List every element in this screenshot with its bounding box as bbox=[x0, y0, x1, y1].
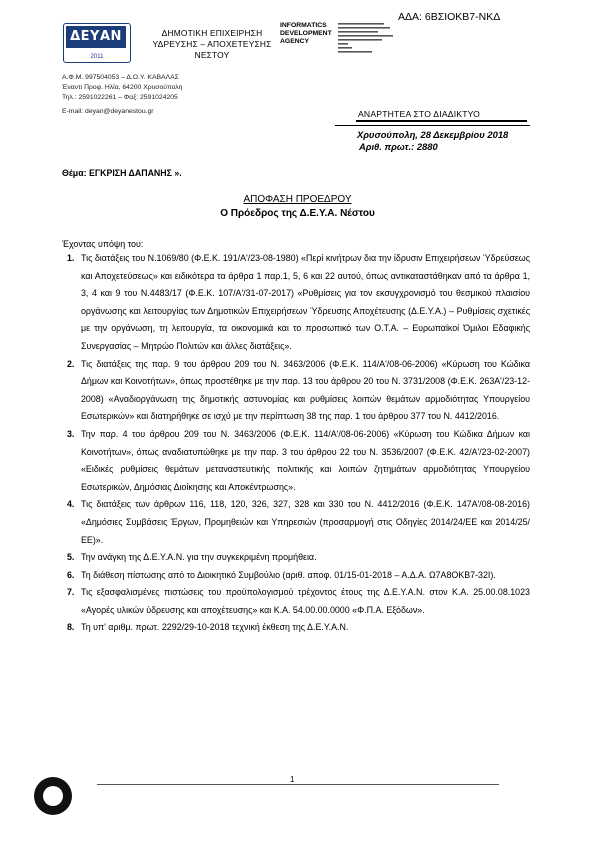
item-number: 8. bbox=[67, 622, 75, 633]
item-text: Τη υπ' αριθμ. πρωτ. 2292/29-10-2018 τεχνική έκθεση της Δ.Ε.Υ.Α.Ν. bbox=[81, 622, 349, 633]
agency-line-2: DEVELOPMENT bbox=[280, 30, 332, 37]
item-text: Την ανάγκη της Δ.Ε.Υ.Α.Ν. για την συγκεκριμένη προμήθεια. bbox=[81, 552, 317, 563]
list-item bbox=[62, 584, 530, 619]
item-number: 5. bbox=[67, 552, 75, 563]
logo-wordmark: ΔΕΥΑΝ bbox=[66, 26, 126, 48]
logo-year: 2011 bbox=[90, 54, 104, 60]
item-text: Τις διατάξεις της παρ. 9 του άρθρου 209 του Ν. 3463/2006 (Φ.Ε.Κ. 114/Α'/08-06-2006) «Κύρωση του Κώδικα Δήμων και Κοινοτήτων», όπως προστέθηκε με την παρ. 13 του άρθρου 20 του Ν. 3731/2008 (Φ.Ε.Κ. 263Α'/23-12-2008) «Αναδιοργάνωση της δημοτικής αστυνομίας και ρυθμίσεις λοιπών θεμάτων αρμοδιότητας Υπουργείου Εσωτερικών» και διατηρήθηκε σε ισχύ με την περίπτωση 38 της παρ. 1 του άρθρου 377 του Ν. 4412/2016. bbox=[81, 358, 530, 422]
agency-name bbox=[280, 22, 332, 46]
list-item bbox=[62, 619, 530, 637]
item-number: 7. bbox=[67, 587, 75, 598]
list-item bbox=[62, 549, 530, 567]
item-number: 4. bbox=[67, 499, 75, 510]
publish-note: ΑΝΑΡΤΗΤΕΑ ΣΤΟ ΔΙΑΔΙΚΤΥΟ bbox=[358, 109, 480, 119]
org-line-2: ΥΔΡΕΥΣΗΣ – ΑΠΟΧΕΤΕΥΣΗΣ bbox=[152, 39, 272, 49]
contact-details bbox=[62, 73, 182, 117]
intro-text: Έχοντας υπόψη του: bbox=[62, 239, 144, 249]
header-divider bbox=[335, 125, 530, 126]
list-item bbox=[62, 356, 530, 426]
item-text: Τη διάθεση πίστωσης από το Διοικητικό Συμβούλιο (αριθ. αποφ. 01/15-01-2018 – Α.Δ.Α. Ω7Α8ΟΚΒ7-32Ι). bbox=[81, 569, 496, 580]
fine-print-graphic bbox=[338, 22, 398, 56]
certification-seal-icon bbox=[34, 777, 72, 815]
item-number: 1. bbox=[67, 253, 75, 263]
publish-note-underline bbox=[356, 120, 527, 122]
document-title: ΑΠΟΦΑΣΗ ΠΡΟΕΔΡΟΥ bbox=[243, 194, 352, 205]
considerations-list bbox=[62, 250, 530, 637]
list-item bbox=[62, 496, 530, 549]
date-block bbox=[357, 129, 508, 153]
address-line: Έναντι Προφ. Ηλία, 64200 Χρυσούπολη bbox=[62, 84, 183, 91]
agency-line-1: INFORMATICS bbox=[280, 22, 327, 29]
subject-line: Θέμα: ΕΓΚΡΙΣΗ ΔΑΠΑΝΗΣ ». bbox=[62, 168, 182, 178]
list-item bbox=[62, 567, 530, 585]
agency-line-3: AGENCY bbox=[280, 38, 310, 45]
deyan-logo bbox=[63, 23, 131, 63]
ada-code: ΑΔΑ: 6ΒΣΙΟΚΒ7-ΝΚΔ bbox=[398, 11, 501, 23]
email-line[interactable]: E-mail: deyan@deyanestou.gr bbox=[62, 108, 154, 115]
item-text: Τις διατάξεις του Ν.1069/80 (Φ.Ε.Κ. 191/Α'/23-08-1980) «Περί κινήτρων δια την ίδρυσιν Επιχειρήσεων Ύδρεύσεως και Αποχετεύσεως» και ειδικότερα τα άρθρα 1 παρ.1, 5, 6 και 22 αυτού, όπως αντικαταστάθηκαν από τα άρθρα 1, 3, 4 και 9 του Ν.4483/17 (Φ.Ε.Κ. 107/Α'/31-07-2017) «Ρυθμίσεις για τον εκσυγχρονισμό του θεσμικού πλαισίου οργάνωσης και λειτουργίας των Δημοτικών Επιχειρήσεων Ύδρευσης Αποχέτευσης (Δ.Ε.Υ.Α.) – Ρυθμίσεις σχετικές με την οργάνωση, τη λειτουργία, τα οικονομικά και το προσωπικό των Ο.Τ.Α. – Ευρωπαϊκοί Όμιλοι Εδαφικής Συνεργασίας – Μητρώο Πολιτών και άλλες διατάξεις». bbox=[81, 253, 530, 351]
item-number: 2. bbox=[67, 358, 75, 369]
item-text: Τις εξασφαλισμένες πιστώσεις του προϋπολογισμού τρέχοντος έτους της Δ.Ε.Υ.Α.Ν. στον Κ.Α. 25.00.08.1023 «Αγορές υλικών ύδρευσης και αποχέτευσης» και Κ.Α. 54.00.00.0000 «Φ.Π.Α. Εξόδων». bbox=[81, 587, 530, 615]
organization-name bbox=[134, 28, 290, 61]
afm-line: Α.Φ.Μ. 997504053 – Δ.Ο.Υ. ΚΑΒΑΛΑΣ bbox=[62, 74, 179, 81]
item-text: Τις διατάξεις των άρθρων 116, 118, 120, 326, 327, 328 και 330 του Ν. 4412/2016 (Φ.Ε.Κ. 147Α'/08-08-2016) «Δημόσιες Συμβάσεις Έργων, Προμηθειών και Υπηρεσιών (προσαρμογή στις Οδηγίες 2014/24/ΕΕ και 2014/25/ΕΕ)». bbox=[81, 499, 530, 545]
phone-line: Τηλ.: 2591022261 – Φαξ: 2591024205 bbox=[62, 94, 178, 101]
certification-fine-print bbox=[338, 22, 398, 58]
org-line-1: ΔΗΜΟΤΙΚΗ ΕΠΙΧΕΙΡΗΣΗ bbox=[161, 28, 263, 38]
seal-center bbox=[43, 786, 63, 806]
item-number: 3. bbox=[67, 428, 75, 439]
item-text: Την παρ. 4 του άρθρου 209 του Ν. 3463/2006 (Φ.Ε.Κ. 114/Α'/08-06-2006) «Κύρωση του Κώδικα Δήμων και Κοινοτήτων», όπως αναδιατυπώθηκε με την παρ. 3 του άρθρου 22 του Ν. 3536/2007 (Φ.Ε.Κ. 42/Α'/23-02-2007) «Ειδικές ρυθμίσεις θεμάτων μεταναστευτικής πολιτικής και λοιπών ζητημάτων αρμοδιότητας Υπουργείου Εσωτερικών, Δημόσιας Διοίκησης και Αποκέντρωσης». bbox=[81, 428, 530, 492]
protocol-number: Αριθ. πρωτ.: 2880 bbox=[359, 141, 438, 152]
list-item bbox=[62, 250, 530, 356]
document-subtitle: Ο Πρόεδρος της Δ.Ε.Υ.Α. Νέστου bbox=[220, 208, 375, 219]
org-line-3: ΝΕΣΤΟΥ bbox=[194, 50, 230, 60]
document-date: Χρυσούπολη, 28 Δεκεμβρίου 2018 bbox=[357, 129, 509, 140]
page-number: 1 bbox=[290, 775, 295, 784]
item-number: 6. bbox=[67, 569, 75, 580]
footer-divider bbox=[97, 784, 499, 785]
list-item bbox=[62, 426, 530, 496]
